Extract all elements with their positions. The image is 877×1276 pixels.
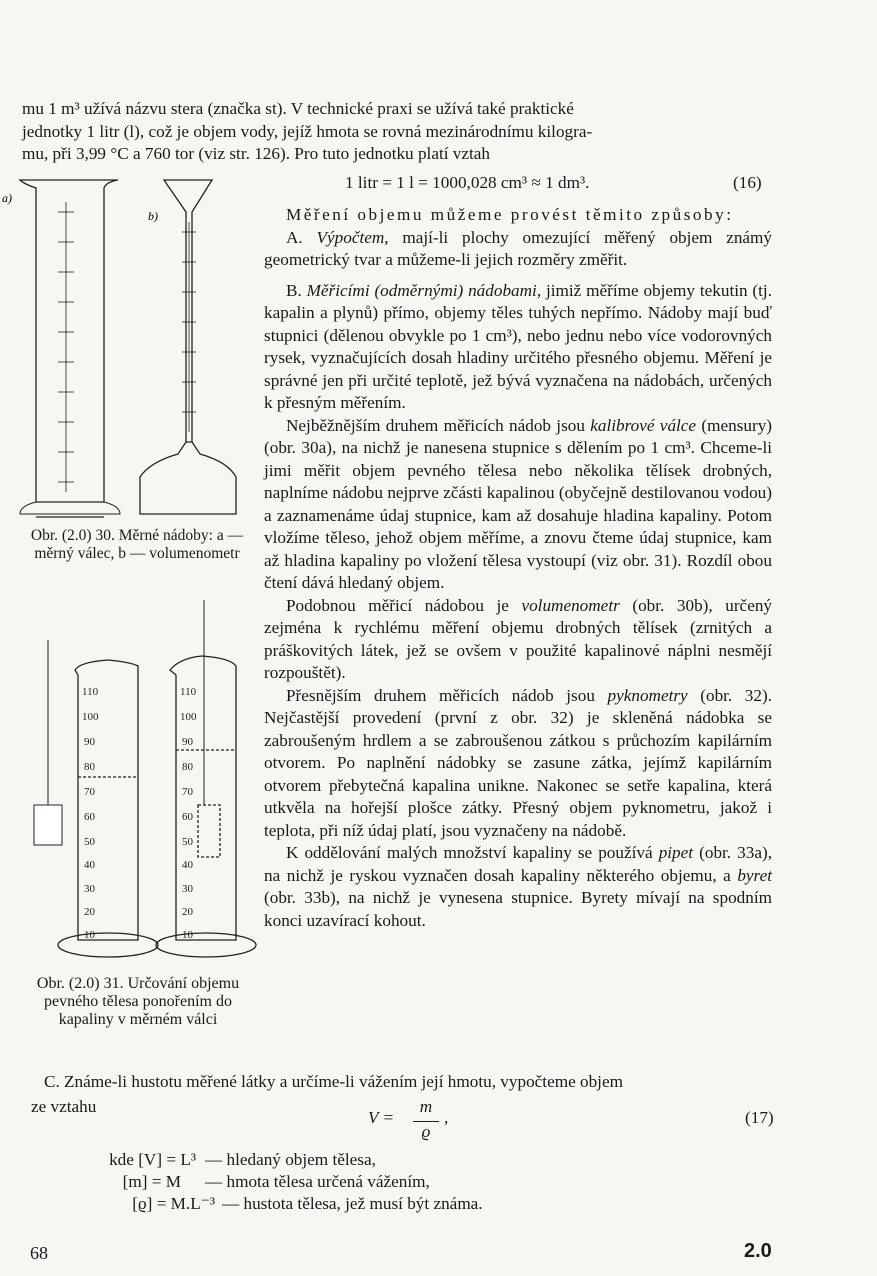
- paragraph-volumenometer: [264, 595, 772, 685]
- volumen-term: volumenometr: [521, 595, 620, 615]
- item-b-term: Měřicími (odměrnými) nádobami,: [306, 280, 542, 300]
- eq17-num-text: m: [419, 1097, 433, 1116]
- item-c-line-1: C. Známe-li hustotu měřené látky a určíme-li vážením její hmotu, vypočteme objem: [44, 1072, 623, 1091]
- scale-right-10: 10: [182, 929, 193, 941]
- eq17-lhs-text: V =: [368, 1108, 395, 1127]
- figure-30: [0, 172, 260, 522]
- paragraph-pyknometer: [264, 685, 772, 843]
- scale-left-20: 20: [84, 906, 95, 918]
- scale-right-30: 30: [182, 883, 193, 895]
- scale-right-80: 80: [182, 761, 193, 773]
- graduated-cylinder: [20, 180, 120, 517]
- def-mass-desc: — hmota tělesa určená vážením,: [205, 1172, 430, 1191]
- equation-17-denominator: [414, 1122, 438, 1142]
- equation-16: 1 litr = 1 l = 1000,028 cm³ ≈ 1 dm³.: [345, 173, 590, 192]
- equation-17-number: (17): [745, 1108, 774, 1127]
- item-c-line-2: ze vztahu: [31, 1097, 97, 1116]
- page-number: 68: [30, 1243, 48, 1263]
- item-b-label: B.: [286, 280, 302, 300]
- fig30-label-b: b): [148, 209, 158, 223]
- scale-left-90: 90: [84, 736, 95, 748]
- scale-right-20: 20: [182, 906, 193, 918]
- measure-heading: Měření objemu můžeme provést těmito způsoby:: [286, 205, 734, 224]
- scale-left-110: 110: [82, 686, 99, 698]
- pykno-text-b: (obr. 32). Nejčastější provedení (první z obr. 32) je skleněná nádobka se zabroušeným hrdlem a se zabroušenou zátkou s průchozím kapilárním otvorem. Po naplnění nádobky se zasune zátka, jejímž kapilárním otvorem přebytečná kapalina unikne. Nakonec se setře kapalina, která utkvěla na hořejší plošce zátky. Přesný objem pyknometru, jakož i teplota, při níž údaj platí, jsou vyznačeny na nádobě.: [264, 685, 772, 840]
- def-mass-symbol: [m] = M: [122, 1172, 181, 1191]
- fig30-label-a: a): [2, 191, 12, 205]
- scale-right-70: 70: [182, 786, 193, 798]
- scale-right-100: 100: [180, 711, 197, 723]
- pipet-term: pipet: [658, 843, 694, 862]
- scale-left-50: 50: [84, 836, 95, 848]
- scale-left-60: 60: [84, 811, 95, 823]
- buret-term: byret: [737, 865, 773, 885]
- item-a-text: mají-li plochy omezující měřený objem známý geometrický tvar a můžeme-li jejich rozměry změřit.: [264, 227, 773, 269]
- scale-left-40: 40: [84, 859, 95, 871]
- figure-31-caption: Obr. (2.0) 31. Určování objemu pevného tělesa ponořením do kapaliny v měrném válci: [36, 975, 240, 1028]
- item-a-term: Výpočtem,: [316, 227, 389, 247]
- calib-term: kalibrové válce: [590, 415, 697, 435]
- scale-right-90: 90: [182, 736, 193, 748]
- item-a-label: A.: [286, 227, 303, 247]
- cylinder-after: [156, 656, 256, 957]
- top-line-3: mu, při 3,99 °C a 760 tor (viz str. 126). Pro tuto jednotku platí vztah: [22, 144, 491, 163]
- top-text: [22, 98, 774, 166]
- item-a: [264, 227, 772, 272]
- scale-left-100: 100: [82, 711, 99, 723]
- right-column: [264, 204, 772, 932]
- def-volume-symbol: kde [V] = L³: [109, 1150, 196, 1169]
- scale-left-80: 80: [84, 761, 95, 773]
- scale-left-70: 70: [84, 786, 95, 798]
- scale-right-110: 110: [180, 686, 197, 698]
- equation-17-numerator: [414, 1097, 438, 1117]
- def-density-desc: — hustota tělesa, jež musí být známa.: [222, 1194, 483, 1213]
- calib-text-b: (mensury) (obr. 30a), na nichž je nanesena stupnice s dělením po 1 cm³. Chceme-li jimi měřit objem pevného tělesa nebo několika tělísek drobných, naplníme nádobu nejprve zčásti kapalinou (obyčejně destilovanou vodou) a zaznamenáme údaj stupnice, kam až dosahuje hladina kapaliny. Potom vložíme těleso, jehož objem měříme, a znovu čteme údaj stupnice, kam až hladina kapaliny po vložení tělesa vystoupí (viz obr. 31). Rozdíl obou čtení dává hledaný objem.: [264, 415, 773, 592]
- def-volume-desc: — hledaný objem tělesa,: [205, 1150, 376, 1169]
- scale-right-50: 50: [182, 836, 193, 848]
- paragraph-pipette: [264, 842, 772, 932]
- calib-text-a: Nejběžnějším druhem měřicích nádob jsou: [286, 415, 585, 435]
- cylinder-before: [58, 660, 158, 957]
- equation-17-comma: ,: [444, 1108, 449, 1127]
- scale-left-10: 10: [84, 929, 95, 941]
- volumenometer: [140, 180, 236, 514]
- figure-31: [20, 600, 260, 970]
- equation-17-lhs: [368, 1108, 394, 1128]
- eq17-den-text: ϱ: [421, 1122, 431, 1141]
- equation-16-number: (16): [733, 173, 762, 192]
- pipet-text-b: (obr. 33a), na nichž je ryskou vyznačen dosah kapaliny některého objemu, a: [264, 843, 772, 885]
- pipet-text-c: (obr. 33b), na nichž je vynesena stupnice. Byrety mívají na spodním konci uzavírací kohout.: [264, 888, 772, 930]
- pykno-text-a: Přesnějším druhem měřicích nádob jsou: [286, 685, 595, 705]
- volumen-text-a: Podobnou měřicí nádobou je: [286, 595, 509, 615]
- item-b-text: jimiž měříme objemy tekutin (tj. kapalin a plynů) přímo, objemy těles tuhých nepřímo. Nádoby mají buď stupnici (dělenou obvykle po 1 cm³), nebo jednu nebo více vodorovných rysek, vyznačujících dosah hladiny určitého přesného objemu. Měření je správné jen při určité teplotě, jež bývá vyznačena na nádobách, určených k přesným měřením.: [264, 280, 773, 412]
- pipet-text-a: K oddělování malých množství kapaliny se používá: [286, 843, 653, 862]
- volumen-text-b: (obr. 30b), určený zejména k rychlému měření objemu drobných tělísek (zrnitých a práškovitých látek, jež se ovšem v použité kapalinové náplni nesmějí rozpouštět).: [264, 595, 773, 682]
- figure-30-caption: Obr. (2.0) 30. Měrné nádoby: a — měrný válec, b — volumenometr: [30, 527, 244, 562]
- scale-right-40: 40: [182, 859, 193, 871]
- section-number: 2.0: [744, 1240, 772, 1262]
- item-b: [264, 280, 772, 415]
- def-density-symbol: [ϱ] = M.L⁻³: [132, 1194, 215, 1213]
- hanging-weight: [34, 600, 204, 845]
- scale-left-30: 30: [84, 883, 95, 895]
- top-line-2: jednotky 1 litr (l), což je objem vody, jejíž hmota se rovná mezinárodnímu kilogra-: [22, 121, 593, 141]
- top-line-1: mu 1 m³ užívá názvu stera (značka st). V technické praxi se užívá také praktické: [22, 99, 574, 118]
- paragraph-calibration: [264, 415, 772, 595]
- pykno-term: pyknometry: [607, 685, 688, 705]
- scale-right-60: 60: [182, 811, 193, 823]
